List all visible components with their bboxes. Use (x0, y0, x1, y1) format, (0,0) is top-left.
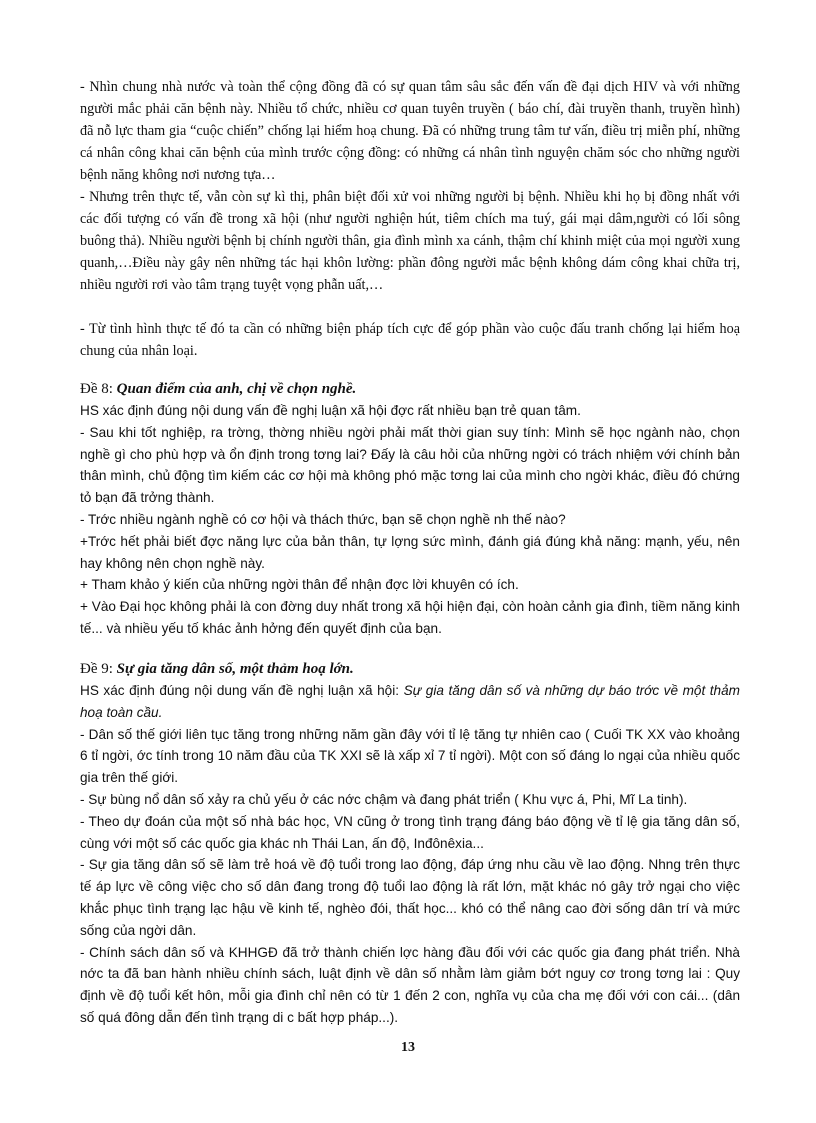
section-9-body (80, 680, 740, 1029)
paragraph-hiv-attention: - Nhìn chung nhà nước và toàn thể cộng đồng đã có sự quan tâm sâu sắc đến vấn đề đại dịch HIV và với những người mắc phải căn bệnh này. Nhiều tổ chức, nhiều cơ quan tuyên truyền ( báo chí, đài truyền thanh, truyền hình) đã nỗ lực tham gia “cuộc chiến” chống lại hiểm hoạ chung. Đã có những trung tâm tư vấn, điều trị miễn phí, những cá nhân công khai căn bệnh của mình trước cộng đồng: có những cá nhân tình nguyện chăm sóc cho những người bệnh năng không nơi nương tựa… (80, 79, 740, 183)
section-9-line: - Chính sách dân số và KHHGĐ đã trở thành chiến lợc hàng đầu đối với các quốc gia đang phát triển. Nhà nớc ta đã ban hành nhiều chính sách, luật định về dân số nhằm làm giảm bớt nguy cơ trong tơng lai : Quy định về độ tuổi kết hôn, mỗi gia đình chỉ nên có từ 1 đến 2 con, nghĩa vụ của cha mẹ đối với con cái... (dân số quá đông dẫn đến tình trạng di c bất hợp pháp...). (80, 944, 740, 1025)
section-9-line: - Sự gia tăng dân số sẽ làm trẻ hoá về độ tuổi trong lao động, đáp ứng nhu cầu về lao động. Nhng trên thực tế áp lực về công việc cho số dân đang trong độ tuổi lao động là rất lớn, mặt khác nó gây trở ngại cho việc khắc phục tình trạng lạc hậu về kinh tế, nghèo đói, thất học... khó có thể nâng cao đời sống dân trí và mức sống của ngời dân. (80, 857, 740, 938)
section-8-line: + Tham khảo ý kiến của những ngời thân để nhận đợc lời khuyên có ích. (80, 577, 519, 593)
section-8-title: Quan điểm của anh, chị về chọn nghề. (116, 381, 357, 397)
paragraph-conclusion: - Từ tình hình thực tế đó ta cần có những biện pháp tích cực để góp phần vào cuộc đấu tranh chống lại hiểm hoạ chung của nhân loại. (80, 321, 740, 359)
section-8-line: +Trớc hết phải biết đợc năng lực của bản thân, tự lợng sức mình, đánh giá đúng khả năng: mạnh, yếu, nên hay không nên chọn nghề này. (80, 533, 740, 571)
section-8-line: - Trớc nhiều ngành nghề có cơ hội và thách thức, bạn sẽ chọn nghề nh thế nào? (80, 511, 566, 527)
section-9-line: - Sự bùng nổ dân số xảy ra chủ yếu ở các nớc chậm và đang phát triển ( Khu vực á, Phi, Mĩ La tinh). (80, 791, 688, 807)
section-9-line: - Theo dự đoán của một số nhà bác học, VN cũng ở trong tình trạng đáng báo động về tỉ lệ gia tăng dân số, cùng với một số các quốc gia khác nh Thái Lan, ấn độ, Inđônêxia... (80, 813, 740, 851)
section-9-line: - Dân số thế giới liên tục tăng trong những năm gần đây với tỉ lệ tăng tự nhiên cao ( Cuối TK XX vào khoảng 6 tỉ ngời, ớc tính trong 10 năm đầu của TK XXI sẽ là xấp xỉ 7 tỉ ngời). Một con số đáng lo ngại của nhiều quốc gia trên thế giới. (80, 726, 740, 786)
section-8-line: + Vào Đại học không phải là con đờng duy nhất trong xã hội hiện đại, còn hoàn cảnh gia đình, tiềm năng kinh tế... và nhiều yếu tố khác ảnh hởng đến quyết định của bạn. (80, 599, 740, 636)
section-8-body (80, 400, 740, 640)
section-8-number: 8: (101, 381, 113, 397)
section-8-heading (80, 378, 740, 400)
section-9-title: Sự gia tăng dân số, một thảm hoạ lớn. (116, 661, 354, 677)
section-9-number: 9: (101, 661, 113, 677)
section-8-label: Đề (80, 381, 98, 397)
section-9-intro-italic: Sự gia tăng dân số và những dự báo trớc về một thảm hoạ toàn cầu. (80, 683, 740, 720)
section-9-intro (80, 680, 740, 724)
section-9-intro-plain: HS xác định đúng nội dung vấn đề nghị luận xã hội: (80, 683, 404, 698)
section-9-heading (80, 658, 740, 680)
section-8-line: HS xác định đúng nội dung vấn đề nghị luận xã hội đợc rất nhiều bạn trẻ quan tâm. (80, 403, 581, 418)
paragraph-discrimination: - Nhưng trên thực tế, vẫn còn sự kì thị, phân biệt đối xử voi những người bị bệnh. Nhiều khi họ bị đồng nhất với các đối tượng có vấn đề trong xã hội (như người nghiện hút, tiêm chích ma tuý, gái mại dâm,người có lối sông buông thả). Nhiều người bệnh bị chính người thân, gia đình mình xa cánh, thậm chí khinh miệt của mọi người xung quanh,…Điều này gây nên những tác hại khôn lường: phần đông người mắc bệnh không dám công khai chữa trị, nhiều người rơi vào tâm trạng tuyệt vọng phẫn uất,… (80, 189, 740, 293)
section-8-line: - Sau khi tốt nghiệp, ra trờng, thờng nhiều ngời phải mất thời gian suy tính: Mình sẽ học ngành nào, chọn nghề gì cho phù hợp và ổn định trong tơng lai? Đấy là câu hỏi của những ngời có trách nhiệm với chính bản thân mình, chủ động tìm kiếm các cơ hội mà không phó mặc tơng lai của mình cho ngời khác, điều đó chứng tỏ bạn đã trởng thành. (80, 424, 740, 506)
page-number: 13 (401, 1040, 415, 1055)
section-9-label: Đề (80, 661, 98, 677)
